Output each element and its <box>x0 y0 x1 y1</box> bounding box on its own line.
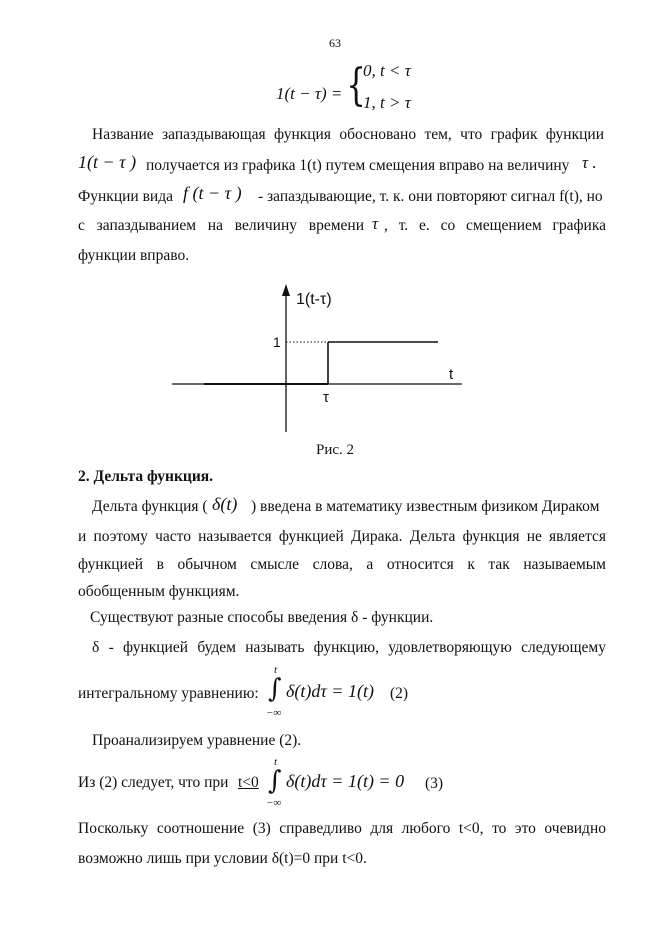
paragraph-line: Проанализируем уравнение (2). <box>92 732 302 749</box>
paragraph-text: с запаздыванием на величину времени <box>78 217 364 234</box>
inline-formula: δ(t) <box>212 494 238 514</box>
y-axis-arrow-icon <box>282 284 290 296</box>
paragraph-line: обобщенным функциям. <box>78 583 240 600</box>
paragraph-text: , т. е. со смещением графика <box>384 217 606 234</box>
equation-number: (2) <box>390 685 409 702</box>
y-axis-label: 1(t-τ) <box>296 291 332 308</box>
equation-number: (3) <box>425 775 444 792</box>
paragraph-text: получается из графика 1(t) путем смещения вправо на величину <box>146 157 570 174</box>
inline-formula: 1(t − τ ) <box>78 152 137 172</box>
x-axis-label: t <box>449 366 454 383</box>
paragraph-line: Название запаздывающая функция обосновано тем, что график функции <box>92 126 604 143</box>
equation-case-1: 0, t < τ <box>363 61 411 80</box>
condition-text: t<0 <box>238 774 259 791</box>
tau-label: τ <box>323 389 329 406</box>
inline-formula: f (t − τ ) <box>183 183 242 203</box>
paragraph-text: Функции вида <box>78 188 173 205</box>
section-heading: 2. Дельта функция. <box>78 468 214 485</box>
integral-sign: ∫ <box>268 674 282 704</box>
level-label: 1 <box>273 334 281 350</box>
equation-case-2: 1, t > τ <box>363 93 411 112</box>
paragraph-line: возможно лишь при условии δ(t)=0 при t<0. <box>78 850 367 867</box>
paragraph-line: δ - функцией будем называть функцию, удовлетворяющую следующему <box>92 639 606 656</box>
paragraph-line: Поскольку соотношение (3) справедливо для любого t<0, то это очевидно <box>78 820 606 837</box>
paragraph-text: Из (2) следует, что при <box>78 774 229 791</box>
integral-lower-limit: −∞ <box>266 707 282 719</box>
integral-upper-limit: t <box>274 756 278 768</box>
paragraph-text: интегральному уравнению: <box>78 685 259 702</box>
step-function-figure <box>170 282 470 438</box>
integral-body: δ(t)dτ = 1(t) = 0 <box>286 771 405 791</box>
paragraph-text: ) введена в математику известным физиком Дираком <box>251 498 600 515</box>
integral-body: δ(t)dτ = 1(t) <box>286 681 374 701</box>
inline-tau: τ . <box>582 153 597 172</box>
paragraph-line: Существуют разные способы введения δ - функции. <box>90 609 434 626</box>
integral-upper-limit: t <box>274 664 278 676</box>
paragraph-line: и поэтому часто называется функцией Дирака. Дельта функция не является <box>78 528 606 545</box>
paragraph-line: функции вправо. <box>78 247 190 264</box>
paragraph-text: Дельта функция ( <box>92 498 208 515</box>
page-number: 63 <box>329 36 341 50</box>
integral-lower-limit: −∞ <box>266 797 282 809</box>
paragraph-line: функцией в обычном смысле слова, а относится к так называемым <box>78 556 606 573</box>
paragraph-text: - запаздывающие, т. к. они повторяют сигнал f(t), но <box>258 188 603 205</box>
equation-brace: { <box>346 60 366 111</box>
figure-caption: Рис. 2 <box>316 442 355 458</box>
integral-sign: ∫ <box>268 766 282 796</box>
inline-tau: τ <box>372 214 379 233</box>
equation-lhs: 1(t − τ) = <box>276 84 343 103</box>
